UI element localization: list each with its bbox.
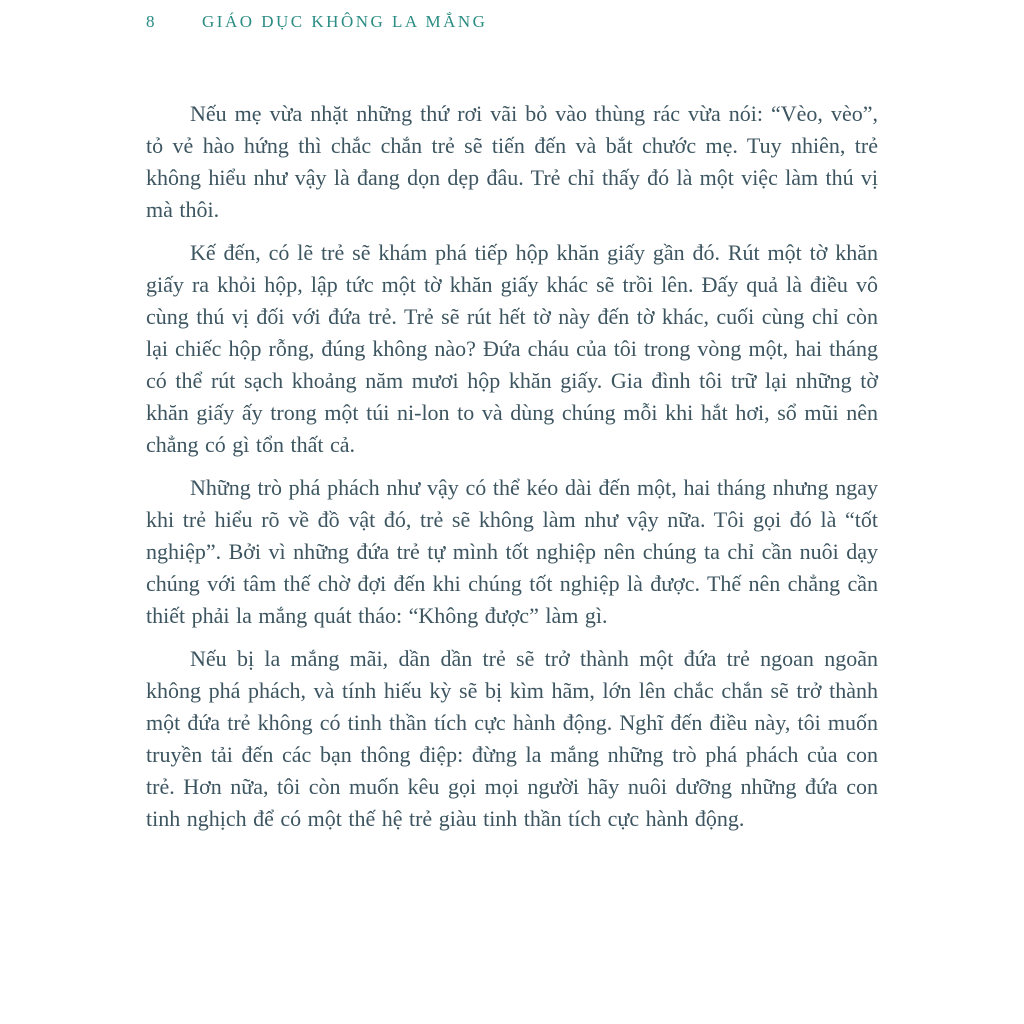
paragraph: Kế đến, có lẽ trẻ sẽ khám phá tiếp hộp khăn giấy gần đó. Rút một tờ khăn giấy ra khỏi hộp, lập tức một tờ khăn giấy khác sẽ trồi lên. Đấy quả là điều vô cùng thú vị đối với đứa trẻ. Trẻ sẽ rút hết tờ này đến tờ khác, cuối cùng chỉ còn lại chiếc hộp rỗng, đúng không nào? Đứa cháu của tôi trong vòng một, hai tháng có thể rút sạch khoảng năm mươi hộp khăn giấy. Gia đình tôi trữ lại những tờ khăn giấy ấy trong một túi ni-lon to và dùng chúng mỗi khi hắt hơi, sổ mũi nên chẳng có gì tổn thất cả. — [146, 240, 878, 457]
running-title: GIÁO DỤC KHÔNG LA MẮNG — [202, 12, 488, 31]
paragraph: Những trò phá phách như vậy có thể kéo dài đến một, hai tháng nhưng ngay khi trẻ hiểu rõ về đồ vật đó, trẻ sẽ không làm như vậy nữa. Tôi gọi đó là “tốt nghiệp”. Bởi vì những đứa trẻ tự mình tốt nghiệp nên chúng ta chỉ cần nuôi dạy chúng với tâm thế chờ đợi đến khi chúng tốt nghiệp là được. Thế nên chẳng cần thiết phải la mắng quát tháo: “Không được” làm gì. — [146, 475, 878, 628]
page-body — [146, 98, 878, 835]
paragraph: Nếu mẹ vừa nhặt những thứ rơi vãi bỏ vào thùng rác vừa nói: “Vèo, vèo”, tỏ vẻ hào hứng thì chắc chắn trẻ sẽ tiến đến và bắt chước mẹ. Tuy nhiên, trẻ không hiểu như vậy là đang dọn dẹp đâu. Trẻ chỉ thấy đó là một việc làm thú vị mà thôi. — [146, 101, 878, 222]
page-header — [146, 12, 878, 32]
paragraph: Nếu bị la mắng mãi, dần dần trẻ sẽ trở thành một đứa trẻ ngoan ngoãn không phá phách, và tính hiếu kỳ sẽ bị kìm hãm, lớn lên chắc chắn sẽ trở thành một đứa trẻ không có tinh thần tích cực hành động. Nghĩ đến điều này, tôi muốn truyền tải đến các bạn thông điệp: đừng la mắng những trò phá phách của con trẻ. Hơn nữa, tôi còn muốn kêu gọi mọi người hãy nuôi dưỡng những đứa con tinh nghịch để có một thế hệ trẻ giàu tinh thần tích cực hành động. — [146, 646, 878, 831]
page-number: 8 — [146, 12, 155, 31]
